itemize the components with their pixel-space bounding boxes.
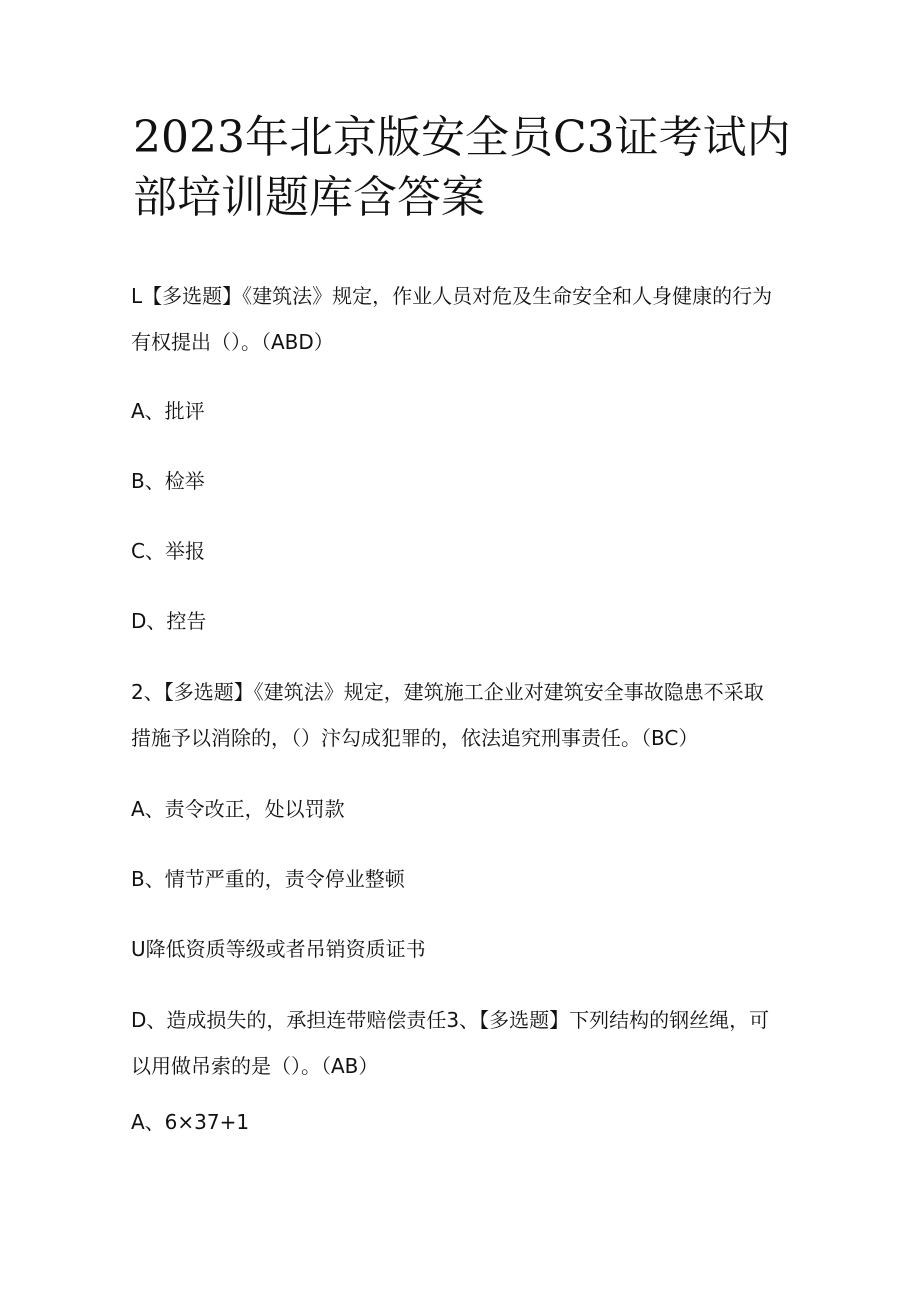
question-2-option-a: A、责令改正，处以罚款	[131, 797, 345, 821]
document-title	[133, 108, 793, 228]
question-1-text-line-1: L【多选题】《建筑法》规定，作业人员对危及生命安全和人身健康的行为	[131, 284, 773, 308]
question-1-option-c: C、举报	[131, 539, 205, 563]
question-3-text-line-2: 以用做吊索的是（）。（AB）	[131, 1054, 379, 1078]
question-2-text-line-1: 2、【多选题】《建筑法》规定，建筑施工企业对建筑安全事故隐患不采取	[131, 680, 764, 704]
question-3-option-a: A、6×37+1	[131, 1110, 250, 1134]
question-1-text-line-2: 有权提出（）。（ABD）	[131, 330, 334, 354]
question-2-option-d-and-question-3: D、造成损失的，承担连带赔偿责任3、【多选题】下列结构的钢丝绳，可	[131, 1008, 770, 1032]
question-2-option-b: B、情节严重的，责令停业整顿	[131, 867, 405, 891]
question-1-option-d: D、控告	[131, 609, 207, 633]
title-line-1: 2023年北京版安全员C3证考试内	[133, 112, 791, 163]
question-2-text-line-2: 措施予以消除的，（）汴勾成犯罪的，依法追究刑事责任。（BC）	[131, 726, 699, 750]
title-line-2: 部培训题库含答案	[133, 172, 485, 223]
question-1-option-a: A、批评	[131, 399, 205, 423]
question-1-option-b: B、检举	[131, 469, 205, 493]
question-2-option-c: U降低资质等级或者吊销资质证书	[131, 937, 426, 961]
